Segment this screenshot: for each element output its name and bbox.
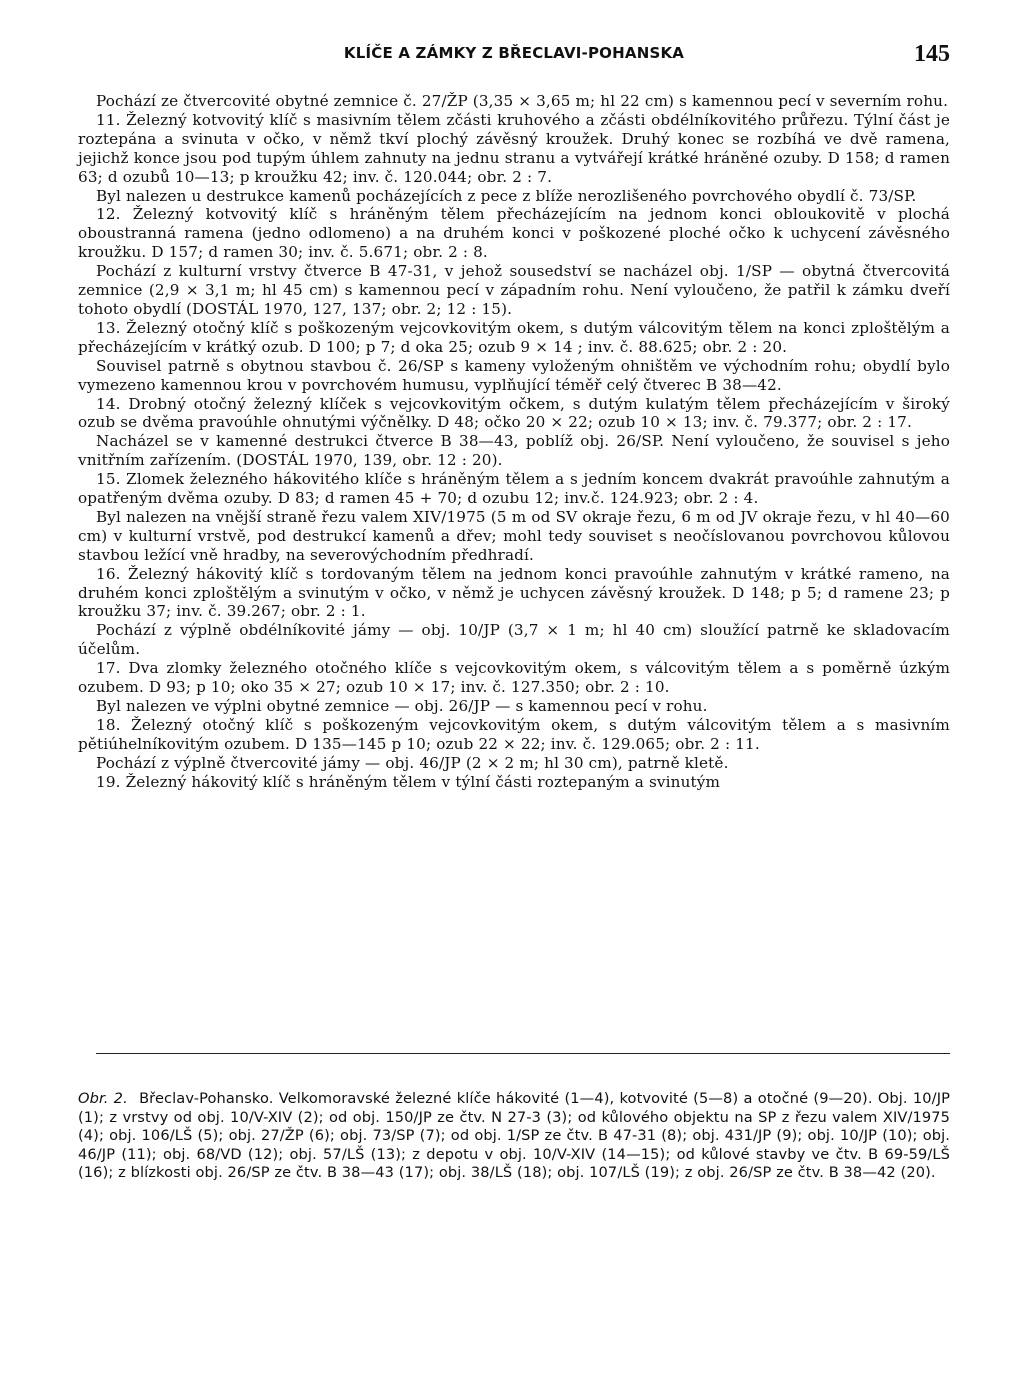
paragraph: Byl nalezen u destrukce kamenů pocházejících z pece z blíže nerozlišeného povrchového obydlí č. 73/SP. bbox=[96, 186, 917, 205]
paragraph: Byl nalezen na vnější straně řezu valem XIV/1975 (5 m od SV okraje řezu, 6 m od JV okraje řezu, v hl 40—60 cm) v kulturní vrstvě, pod destrukcí kamenů a dřev; mohl tedy souviset s neočíslovanou povrchovou kůlovou stavbou ležící vně hradby, na severovýchodním předhradí. bbox=[78, 507, 950, 564]
paragraph: 17. Dva zlomky železného otočného klíče s vejcovkovitým okem, s válcovitým tělem a s poměrně úzkým ozubem. D 93; p 10; oko 35 × 27; ozub 10 × 17; inv. č. 127.350; obr. 2 : 10. bbox=[78, 659, 950, 697]
paragraph: 12. Železný kotvovitý klíč s hráněným tělem přecházejícím na jednom konci obloukovitě v plochá oboustranná ramena (jedno odlomeno) a na druhém konci v poškozené ploché očko k uchycení závěsného kroužku. D 157; d ramen 30; inv. č. 5.671; obr. 2 : 8. bbox=[78, 205, 950, 262]
paragraph: Pochází z kulturní vrstvy čtverce B 47-31, v jehož sousedství se nacházel obj. 1/SP — obytná čtvercovitá zemnice (2,9 × 3,1 m; hl 45 cm) s kamennou pecí v západním rohu. Není vyloučeno, že patřil k zámku dveří tohoto obydlí (DOSTÁL 1970, 127, 137; obr. 2; 12 : 15). bbox=[78, 262, 950, 318]
paragraph: Pochází ze čtvercovité obytné zemnice č. 27/ŽP (3,35 × 3,65 m; hl 22 cm) s kamennou pecí v severním rohu. bbox=[96, 92, 949, 110]
paragraph: Pochází z výplně čtvercovité jámy — obj. 46/JP (2 × 2 m; hl 30 cm), patrně kletě. bbox=[96, 753, 729, 772]
paragraph: 15. Zlomek železného hákovitého klíče s hráněným tělem a s jedním koncem dvakrát pravoúhle zahnutým a opatřeným dvěma ozuby. D 83; d ramen 45 + 70; d ozubu 12; inv.č. 124.923; obr. 2 : 4. bbox=[78, 470, 950, 508]
paragraph: Souvisel patrně s obytnou stavbou č. 26/SP s kameny vyloženým ohništěm ve východním rohu; obydlí bylo vymezeno kamennou krou v povrchovém humusu, vyplňující téměř celý čtverec B 38—42. bbox=[78, 356, 950, 394]
caption-label: Obr. 2. bbox=[78, 1090, 128, 1107]
paragraph: Byl nalezen ve výplni obytné zemnice — obj. 26/JP — s kamennou pecí v rohu. bbox=[96, 697, 708, 715]
body-text bbox=[78, 92, 950, 792]
paragraph: 18. Železný otočný klíč s poškozeným vejcovkovitým okem, s dutým válcovitým tělem a s masivním pětiúhelníkovitým ozubem. D 135—145 p 10; ozub 22 × 22; inv. č. 129.065; obr. 2 : 11. bbox=[78, 715, 950, 753]
paragraph: 13. Železný otočný klíč s poškozeným vejcovkovitým okem, s dutým válcovitým tělem na konci zploštělým a přecházejícím v krátký ozub. D 100; p 7; d oka 25; ozub 9 × 14 ; inv. č. 88.625; obr. 2 : 20. bbox=[78, 318, 950, 356]
paragraph: 16. Železný hákovitý klíč s tordovaným tělem na jednom konci pravoúhle zahnutým v krátké rameno, na druhém konci zploštělým a svinutým v očko, v němž je uchycen závěsný kroužek. D 148; p 5; d ramene 23; p kroužku 37; inv. č. 39.267; obr. 2 : 1. bbox=[78, 564, 950, 621]
page-number: 145 bbox=[914, 41, 950, 67]
caption-text: Břeclav-Pohansko. Velkomoravské železné klíče hákovité (1—4), kotvovité (5—8) a otočné (9—20). Obj. 10/JP (1); z vrstvy od obj. 10/V-XIV (2); od obj. 150/JP ze čtv. N 27-3 (3); od kůlového objektu na SP z řezu valem XIV/1975 (4); obj. 106/LŠ (5); obj. 27/ŽP (6); obj. 73/SP (7); od obj. 1/SP ze čtv. B 47-31 (8); obj. 431/JP (9); obj. 10/JP (10); obj. 46/JP (11); obj. 68/VD (12); obj. 57/LŠ (13); z depotu v obj. 10/V-XIV (14—15); od kůlové stavby ve čtv. B 69-59/LŠ (16); z blízkosti obj. 26/SP ze čtv. B 38—43 (17); obj. 38/LŠ (18); obj. 107/LŠ (19); z obj. 26/SP ze čtv. B 38—42 (20). bbox=[78, 1090, 950, 1181]
paragraph: 11. Železný kotvovitý klíč s masivním tělem zčásti kruhového a zčásti obdélníkovitého průřezu. Týlní část je roztepána a svinuta v očko, v němž tkví plochý závěsný kroužek. Druhý konec se rozbíhá ve dvě ramena, jejichž konce jsou pod tupým úhlem zahnuty na jednu stranu a vytvářejí krátké hráněné ozuby. D 158; d ramen 63; d ozubů 10—13; p kroužku 42; inv. č. 120.044; obr. 2 : 7. bbox=[78, 110, 950, 186]
running-title: KLÍČE A ZÁMKY Z BŘECLAVI-POHANSKA bbox=[343, 44, 685, 62]
page-header bbox=[78, 36, 950, 70]
paragraph: 19. Železný hákovitý klíč s hráněným tělem v týlní části roztepaným a svinutým bbox=[96, 772, 721, 791]
paragraph: 14. Drobný otočný železný klíček s vejcovkovitým očkem, s dutým kulatým tělem přecházejícím v široký ozub se dvěma pravoúhle ohnutými výčnělky. D 48; očko 20 × 22; ozub 10 × 13; inv. č. 79.377; obr. 2 : 17. bbox=[78, 394, 950, 432]
paragraph: Pochází z výplně obdélníkovité jámy — obj. 10/JP (3,7 × 1 m; hl 40 cm) sloužící patrně ke skladovacím účelům. bbox=[78, 621, 950, 659]
paragraph: Nacházel se v kamenné destrukci čtverce B 38—43, poblíž obj. 26/SP. Není vyloučeno, že souvisel s jeho vnitřním zařízením. (DOSTÁL 1970, 139, obr. 12 : 20). bbox=[78, 432, 950, 470]
document-page bbox=[78, 36, 950, 1366]
figure-caption bbox=[78, 1090, 950, 1183]
caption-divider bbox=[96, 1053, 950, 1054]
